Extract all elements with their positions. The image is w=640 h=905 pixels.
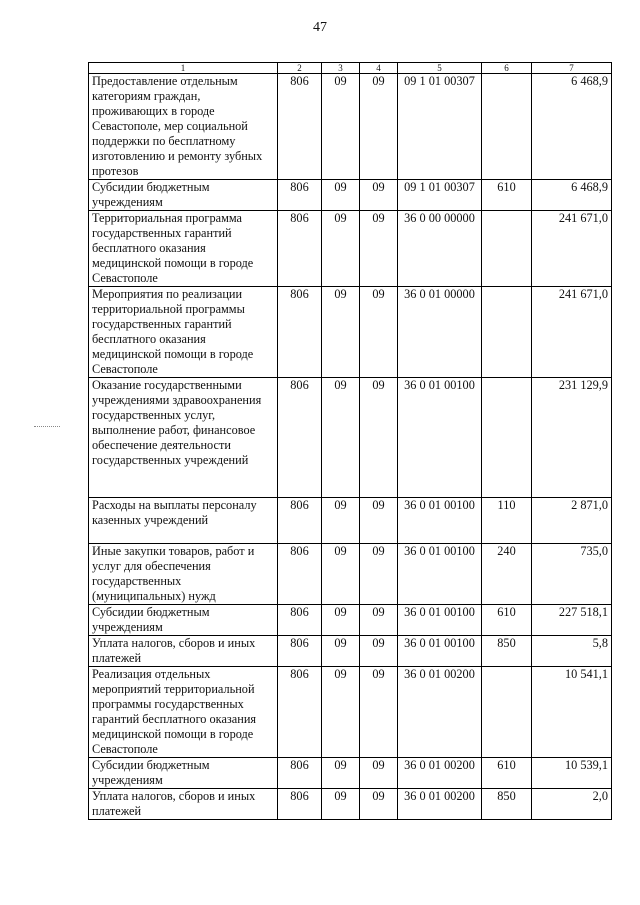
row-ved: 806: [278, 287, 322, 378]
row-sum: 10 539,1: [532, 758, 612, 789]
row-ved: 806: [278, 180, 322, 211]
row-pr: 09: [360, 74, 398, 180]
row-sum: 2,0: [532, 789, 612, 820]
row-sum: 6 468,9: [532, 180, 612, 211]
row-name: Субсидии бюджетным учреждениям: [89, 180, 278, 211]
row-csr: 36 0 01 00200: [398, 789, 482, 820]
row-rz: 09: [322, 74, 360, 180]
row-vr: [482, 211, 532, 287]
row-pr: 09: [360, 287, 398, 378]
table-row: [89, 758, 612, 789]
row-ved: 806: [278, 498, 322, 544]
row-vr: 610: [482, 758, 532, 789]
row-csr: 36 0 01 00000: [398, 287, 482, 378]
row-ved: 806: [278, 636, 322, 667]
table-row: [89, 74, 612, 180]
row-csr: 36 0 01 00100: [398, 544, 482, 605]
row-sum: 2 871,0: [532, 498, 612, 544]
row-csr: 36 0 01 00100: [398, 498, 482, 544]
row-name: Уплата налогов, сборов и иных платежей: [89, 789, 278, 820]
row-vr: 850: [482, 789, 532, 820]
row-name: Территориальная программа государственных гарантий бесплатного оказания медицинской помощи в городе Севастополе: [89, 211, 278, 287]
row-pr: 09: [360, 758, 398, 789]
row-ved: 806: [278, 789, 322, 820]
row-csr: 36 0 01 00200: [398, 758, 482, 789]
row-vr: 240: [482, 544, 532, 605]
row-sum: 10 541,1: [532, 667, 612, 758]
row-ved: 806: [278, 211, 322, 287]
row-sum: 5,8: [532, 636, 612, 667]
row-pr: 09: [360, 667, 398, 758]
table-row: [89, 287, 612, 378]
row-rz: 09: [322, 211, 360, 287]
table-row: [89, 498, 612, 544]
row-name: Субсидии бюджетным учреждениям: [89, 605, 278, 636]
row-name: Иные закупки товаров, работ и услуг для обеспечения государственных (муниципальных) нужд: [89, 544, 278, 605]
row-sum: 241 671,0: [532, 287, 612, 378]
row-rz: 09: [322, 287, 360, 378]
row-sum: 6 468,9: [532, 74, 612, 180]
column-header: 2: [278, 63, 322, 74]
table-row: [89, 605, 612, 636]
budget-table: [88, 62, 612, 820]
column-header: 7: [532, 63, 612, 74]
row-csr: 36 0 01 00100: [398, 605, 482, 636]
row-rz: 09: [322, 498, 360, 544]
row-rz: 09: [322, 605, 360, 636]
row-pr: 09: [360, 180, 398, 211]
row-csr: 36 0 01 00100: [398, 378, 482, 498]
table-header-row: [89, 63, 612, 74]
row-name: Уплата налогов, сборов и иных платежей: [89, 636, 278, 667]
row-rz: 09: [322, 180, 360, 211]
table-row: [89, 544, 612, 605]
table-row: [89, 180, 612, 211]
row-sum: 735,0: [532, 544, 612, 605]
column-header: 6: [482, 63, 532, 74]
row-csr: 36 0 01 00100: [398, 636, 482, 667]
row-rz: 09: [322, 789, 360, 820]
row-name: Оказание государственными учреждениями здравоохранения государственных услуг, выполнение работ, финансовое обеспечение деятельности государственных учреждений: [89, 378, 278, 498]
row-csr: 09 1 01 00307: [398, 180, 482, 211]
row-vr: 610: [482, 180, 532, 211]
row-pr: 09: [360, 605, 398, 636]
row-name: Расходы на выплаты персоналу казенных учреждений: [89, 498, 278, 544]
row-sum: 227 518,1: [532, 605, 612, 636]
row-vr: 610: [482, 605, 532, 636]
row-vr: [482, 287, 532, 378]
row-rz: 09: [322, 544, 360, 605]
column-header: 3: [322, 63, 360, 74]
column-header: 5: [398, 63, 482, 74]
row-ved: 806: [278, 758, 322, 789]
row-name: Мероприятия по реализации территориальной программы государственных гарантий бесплатного оказания медицинской помощи в городе Севастополе: [89, 287, 278, 378]
row-csr: 09 1 01 00307: [398, 74, 482, 180]
row-vr: [482, 667, 532, 758]
table-row: [89, 636, 612, 667]
table-row: [89, 211, 612, 287]
row-vr: [482, 378, 532, 498]
row-rz: 09: [322, 378, 360, 498]
row-name: Предоставление отдельным категориям граждан, проживающих в городе Севастополе, мер социальной поддержки по бесплатному изготовлению и ремонту зубных протезов: [89, 74, 278, 180]
row-sum: 241 671,0: [532, 211, 612, 287]
table-row: [89, 789, 612, 820]
row-rz: 09: [322, 758, 360, 789]
row-name: Реализация отдельных мероприятий территориальной программы государственных гарантий бесплатного оказания медицинской помощи в городе Севастополе: [89, 667, 278, 758]
row-pr: 09: [360, 378, 398, 498]
row-csr: 36 0 00 00000: [398, 211, 482, 287]
row-ved: 806: [278, 544, 322, 605]
row-pr: 09: [360, 789, 398, 820]
row-vr: [482, 74, 532, 180]
column-header: 4: [360, 63, 398, 74]
row-csr: 36 0 01 00200: [398, 667, 482, 758]
row-name: Субсидии бюджетным учреждениям: [89, 758, 278, 789]
row-ved: 806: [278, 74, 322, 180]
page-number: 47: [313, 20, 327, 35]
row-rz: 09: [322, 667, 360, 758]
row-vr: 110: [482, 498, 532, 544]
row-rz: 09: [322, 636, 360, 667]
table-row: [89, 667, 612, 758]
row-ved: 806: [278, 378, 322, 498]
row-ved: 806: [278, 605, 322, 636]
margin-mark: [34, 426, 60, 427]
table-row: [89, 378, 612, 498]
column-header: 1: [89, 63, 278, 74]
row-sum: 231 129,9: [532, 378, 612, 498]
row-pr: 09: [360, 211, 398, 287]
row-pr: 09: [360, 544, 398, 605]
row-pr: 09: [360, 636, 398, 667]
row-ved: 806: [278, 667, 322, 758]
row-pr: 09: [360, 498, 398, 544]
row-vr: 850: [482, 636, 532, 667]
